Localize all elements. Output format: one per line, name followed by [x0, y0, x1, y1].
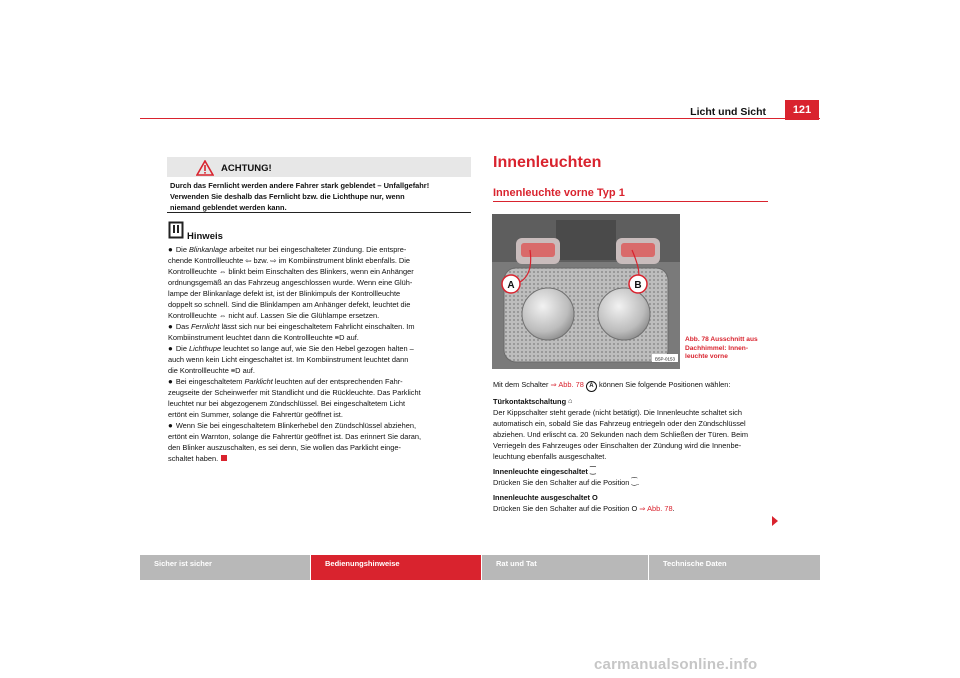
page-number: 121	[785, 100, 819, 120]
light-off-paragraph: Drücken Sie den Schalter auf die Position O ⇒ Abb. 78.	[493, 504, 675, 513]
door-contact-paragraph: Der Kippschalter steht gerade (nicht betätigt). Die Innenleuchte schaltet sich automatisch ein, sobald Sie das Fahrzeug entriegeln oder den Zündschlüssel abziehen. Und erlischt ca. 20 Sekunden nach dem Schließen der Türen. Beim Verriegeln des Fahrzeuges oder Einschalten der Zündung wird die Innenbe- leuchtung ebenfalls ausgeschaltet.	[493, 408, 748, 461]
header-rule	[140, 118, 820, 119]
list-item: ● Bei eingeschaltetem Parklicht leuchten auf der entsprechenden Fahr- zeugseite der Scheinwerfer mit Standlicht und die Rückleuchte. Das Parklicht leuchtet nur bei abgezogenem Zündschlüssel. Bei eingeschaltetem Licht ertönt ein Summer, solange die Fahrertür geöffnet ist.	[168, 377, 421, 419]
warning-triangle-icon	[196, 160, 214, 176]
list-item: ● Das Fernlicht lässt sich nur bei eingeschaltetem Fahrlicht einschalten. Im Kombiinstrument leuchtet dann die Kontrollleuchte ≡D auf.	[168, 322, 415, 342]
subsection-title: Innenleuchte vorne Typ 1	[493, 187, 625, 199]
intro-paragraph: Mit dem Schalter ⇒ Abb. 78 A können Sie folgende Positionen wählen:	[493, 379, 769, 392]
footer-tab-operation[interactable]: Bedienungshinweise	[311, 555, 481, 580]
warning-title: ACHTUNG!	[221, 163, 272, 174]
door-lamp-icon: ⌂	[568, 398, 573, 405]
interior-lamp-icon: ⁐	[589, 468, 596, 475]
subsection-rule	[493, 201, 768, 202]
figure-callout-a	[502, 275, 520, 293]
svg-text:B: B	[634, 280, 642, 291]
figure-reference-link[interactable]: ⇒ Abb. 78	[639, 504, 673, 513]
page-header-title: Licht und Sicht	[690, 106, 766, 118]
hint-title: Hinweis	[187, 231, 223, 242]
section-title: Innenleuchten	[493, 154, 602, 171]
heading-door-contact: Türkontaktschaltung ⌂	[493, 397, 573, 406]
callout-a-marker: A	[586, 381, 597, 392]
list-item: ● Die Lichthupe leuchtet so lange auf, wie Sie den Hebel gezogen halten – auch wenn kein Licht eingeschaltet ist. Im Kombiinstrument leuchtet dann die Kontrollleuchte ≡D auf.	[168, 344, 414, 375]
figure-reference-link[interactable]: ⇒ Abb. 78	[550, 380, 584, 389]
heading-light-on: Innenleuchte eingeschaltet ⁐	[493, 467, 596, 476]
hint-list	[168, 244, 470, 464]
figure-caption: Abb. 78 Ausschnitt aus Dachhimmel: Innen- leuchte vorne	[685, 336, 758, 360]
interior-light-figure	[492, 214, 680, 369]
figure-callout-b	[629, 275, 647, 293]
warning-text: Durch das Fernlicht werden andere Fahrer stark geblendet – Unfallgefahr! Verwenden Sie deshalb das Fernlicht bzw. die Lichthupe nur, wenn niemand geblendet werden kann.	[170, 181, 430, 212]
footer-tab-technical-data[interactable]: Technische Daten	[649, 555, 820, 580]
list-item: ● Die Blinkanlage arbeitet nur bei eingeschalteter Zündung. Die entspre- chende Kontrollleuchte ⇦ bzw. ⇨ im Kombiinstrument blinkt ebenfalls. Die Kontrollleuchte ⇔ blinkt beim Einschalten des Blinkers, wenn ein Anhänger ordnungsgemäß an das Fahrzeug angeschlossen wurde. Wenn eine Glüh- lampe der Blinkanlage defekt ist, ist der Blinkimpuls der Kontrollleuchte doppelt so schnell. Sind die Blinklampen am Anhänger defekt, leuchtet die Kontrollleuchte ⇔ nicht auf. Lassen Sie die Glühlampe ersetzen.	[168, 245, 414, 320]
svg-text:A: A	[507, 280, 515, 291]
interior-lamp-icon: ⁐	[631, 479, 638, 486]
section-end-mark	[221, 455, 227, 461]
figure-code: B5P-0153	[654, 356, 676, 362]
next-page-arrow-icon[interactable]	[772, 516, 778, 526]
heading-light-off: Innenleuchte ausgeschaltet O	[493, 493, 598, 502]
footer-tab-advice[interactable]: Rat und Tat	[482, 555, 648, 580]
list-item: ● Wenn Sie bei eingeschaltetem Blinkerhebel den Zündschlüssel abziehen, ertönt ein Warnton, solange die Fahrertür geöffnet ist. Das erinnert Sie daran, den Blinker auszuschalten, es sei denn, Sie wollen das Parklicht einge- schaltet haben.	[168, 421, 422, 463]
light-on-paragraph: Drücken Sie den Schalter auf die Position ⁐.	[493, 478, 640, 487]
footer-tab-safety[interactable]: Sicher ist sicher	[140, 555, 310, 580]
hint-note-icon	[168, 221, 184, 239]
body-text	[493, 379, 769, 516]
watermark: carmanualsonline.info	[594, 656, 758, 673]
